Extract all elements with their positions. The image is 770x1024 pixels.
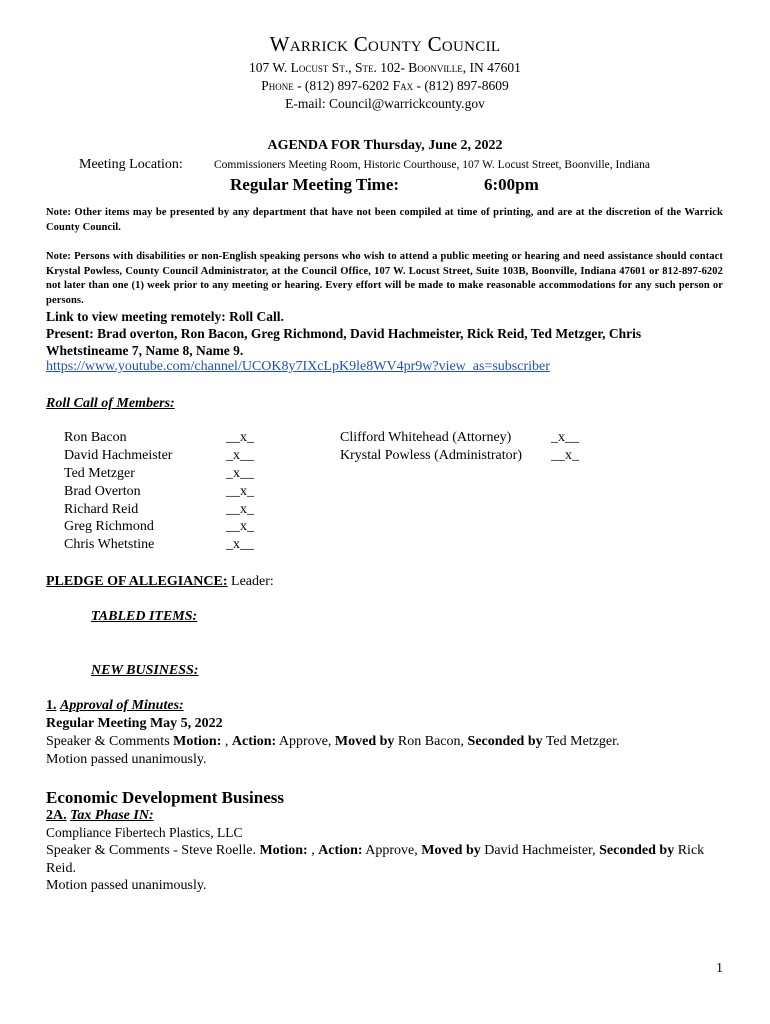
agenda-title: AGENDA FOR Thursday, June 2, 2022: [267, 138, 503, 153]
present-members: Present: Brad overton, Ron Bacon, Greg Richmond, David Hachmeister, Rick Reid, Ted Metzger, Chris Whetstineame 7, Name 8, Name 9.: [46, 326, 642, 358]
new-business-heading: NEW BUSINESS:: [91, 663, 199, 678]
member-mark: __x_: [226, 430, 254, 445]
econ-seconded-label: Seconded by: [599, 843, 675, 858]
pledge-leader: Leader:: [227, 574, 274, 589]
econ-motion-line: [46, 842, 726, 878]
member-name: Chris Whetstine: [64, 537, 155, 552]
item1-result: Motion passed unanimously.: [46, 752, 207, 767]
item1-action-value: Approve,: [276, 734, 335, 749]
member-mark: __x_: [226, 519, 254, 534]
member-name: David Hachmeister: [64, 448, 173, 463]
item1-heading: Approval of Minutes:: [60, 698, 184, 713]
econ-action-label: Action:: [318, 843, 363, 858]
member-mark: _x__: [226, 466, 254, 481]
staff-name: Clifford Whitehead (Attorney): [340, 430, 512, 445]
meeting-time-label: Regular Meeting Time:: [230, 175, 400, 194]
staff-name: Krystal Powless (Administrator): [340, 448, 522, 463]
meeting-location-value: Commissioners Meeting Room, Historic Courthouse, 107 W. Locust Street, Boonville, Indiana: [214, 159, 651, 171]
item1-seconded-value: Ted Metzger.: [542, 734, 620, 749]
staff-mark: _x__: [551, 430, 579, 445]
meeting-location-label: Meeting Location:: [79, 157, 183, 172]
council-address: 107 W. Locust St., Ste. 102- Boonville, IN 47601: [249, 60, 521, 75]
youtube-link[interactable]: https://www.youtube.com/channel/UCOK8y7IXcLpK9le8WV4pr9w?view_as=subscriber: [46, 359, 550, 374]
econ-moved-value: David Hachmeister,: [480, 843, 600, 858]
meeting-time-value: 6:00pm: [484, 175, 539, 194]
staff-mark: __x_: [551, 448, 579, 463]
econ-item-number: 2A.: [46, 808, 67, 823]
tabled-items-heading: TABLED ITEMS:: [91, 609, 198, 624]
econ-seconded-value: Rick Reid.: [46, 843, 705, 876]
pledge-line: [46, 574, 274, 590]
roll-call-heading: Roll Call of Members:: [46, 396, 175, 411]
econ-motion-label: Motion:: [259, 843, 308, 858]
econ-result: Motion passed unanimously.: [46, 878, 207, 893]
item1-moved-value: Ron Bacon,: [394, 734, 468, 749]
member-mark: __x_: [226, 484, 254, 499]
econ-moved-label: Moved by: [421, 843, 481, 858]
member-mark: _x__: [226, 448, 254, 463]
econ-heading: Economic Development Business: [46, 788, 284, 807]
council-phone-fax: Phone - (812) 897-6202 Fax - (812) 897-8609: [261, 78, 509, 93]
council-title: Warrick County Council: [269, 32, 501, 56]
member-name: Ron Bacon: [64, 430, 127, 445]
item1-seconded-label: Seconded by: [467, 734, 543, 749]
item1-motion-line: [46, 734, 620, 750]
econ-action-value: Approve,: [362, 843, 422, 858]
econ-item-heading: Tax Phase IN:: [70, 808, 154, 823]
item1-speaker: Speaker & Comments: [46, 734, 174, 749]
item1-subheading: Regular Meeting May 5, 2022: [46, 716, 223, 731]
item1-motion-label: Motion:: [173, 734, 222, 749]
member-name: Richard Reid: [64, 502, 139, 517]
econ-speaker: Speaker & Comments - Steve Roelle.: [46, 843, 260, 858]
econ-item-heading-line: [46, 808, 154, 824]
note-other-items: Note: Other items may be presented by any department that have not been compiled at time of printing, and are at the discretion of the Warrick County Council.: [46, 207, 723, 233]
member-name: Ted Metzger: [64, 466, 135, 481]
item1-action-label: Action:: [231, 734, 277, 749]
council-email: E-mail: Council@warrickcounty.gov: [285, 96, 485, 111]
econ-sep: ,: [307, 843, 319, 858]
item1-number: 1.: [46, 698, 57, 713]
member-mark: __x_: [226, 502, 254, 517]
member-name: Greg Richmond: [64, 519, 154, 534]
remote-link-label: Link to view meeting remotely: Roll Call.: [46, 309, 284, 324]
note-accessibility: Note: Persons with disabilities or non-English speaking persons who wish to attend a public meeting or hearing and need assistance should contact Krystal Powless, County Council Administrator, at the Council Office, 107 W. Locust Street, Suite 103B, Boonville, Indiana 47601 or 812-897-6202 not later than one (1) week prior to any meeting or hearing. Every effort will be made to make reasonable accommodations for any such person or persons.: [46, 251, 723, 306]
econ-company: Compliance Fibertech Plastics, LLC: [46, 825, 243, 840]
member-mark: _x__: [226, 537, 254, 552]
page-number: 1: [716, 961, 723, 976]
pledge-heading: PLEDGE OF ALLEGIANCE:: [46, 574, 228, 589]
item1-moved-label: Moved by: [334, 734, 395, 749]
item1-sep: ,: [221, 734, 232, 749]
item1-heading-line: [46, 698, 184, 714]
member-name: Brad Overton: [64, 484, 141, 499]
